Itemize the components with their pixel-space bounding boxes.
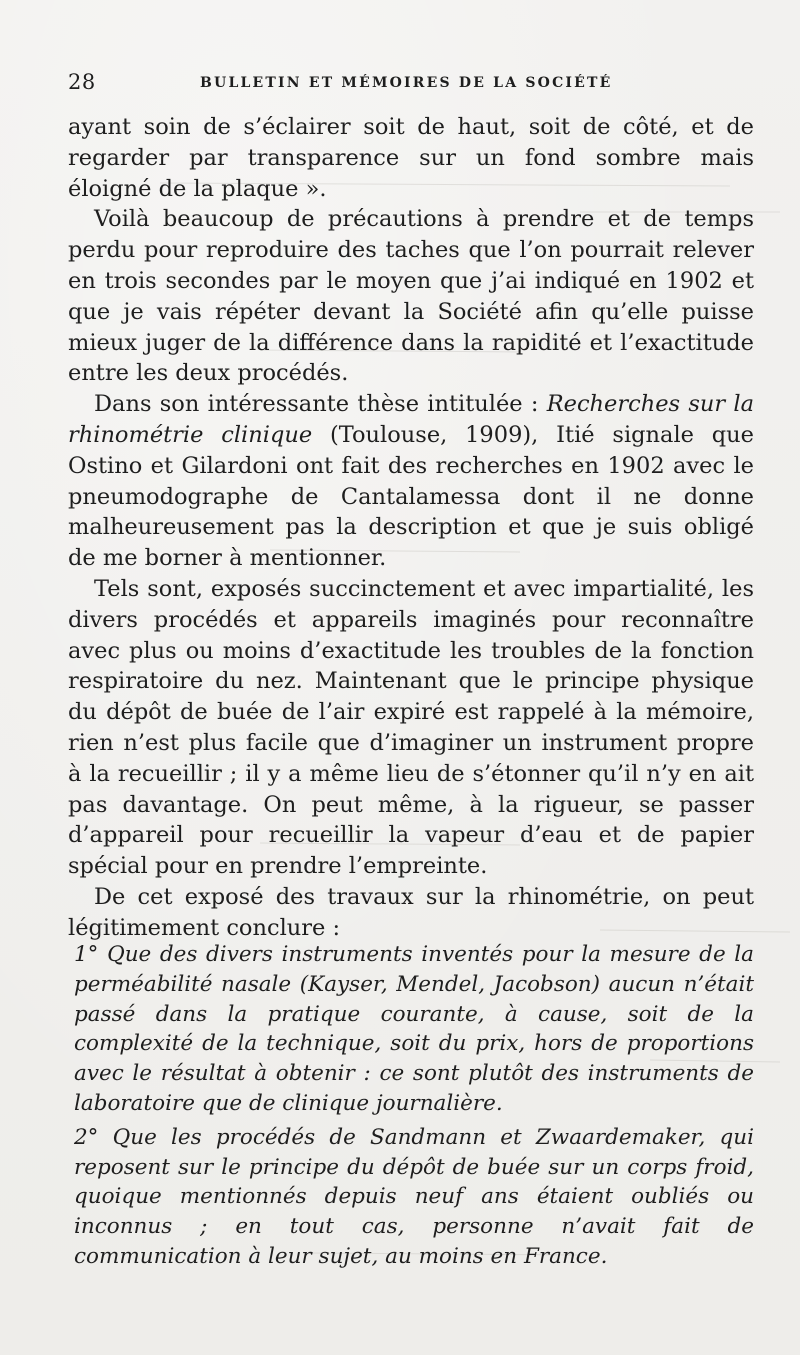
page-number: 28: [68, 70, 96, 94]
paragraph: ayant soin de s’éclairer soit de haut, soit de côté, et de regarder par transparence sur un fond sombre mais éloigné de la plaque ».: [68, 114, 754, 202]
conclusions: [74, 940, 754, 1276]
running-header: [68, 70, 738, 100]
main-text: [68, 112, 754, 944]
conclusion-item: 1° Que des divers instruments inventés pour la mesure de la perméabilité nasale (Kayser, Mendel, Jacobson) aucun n’était passé dans la pratique courante, à cause, soit de la complexité de la technique, soit du prix, hors de proportions avec le résultat à obtenir : ce sont plutôt des instruments de laboratoire que de clinique journalière.: [74, 942, 754, 1116]
conclusion-item: 2° Que les procédés de Sandmann et Zwaardemaker, qui reposent sur le principe du dépôt de buée sur un corps froid, quoique mentionnés depuis neuf ans étaient oubliés ou inconnus ; en tout cas, personne n’avait fait de communication à leur sujet, au moins en France.: [74, 1124, 754, 1269]
running-title: BULLETIN ET MÉMOIRES DE LA SOCIÉTÉ: [200, 75, 613, 91]
text-run: Dans son intéressante thèse intitulée :: [94, 391, 547, 418]
paragraph: Tels sont, exposés succinctement et avec impartialité, les divers procédés et appareils imaginés pour reconnaître avec plus ou moins d’exactitude les troubles de la fonction respiratoire du nez. Maintenant que le principe physique du dépôt de buée de l’air expiré est rappelé à la mémoire, rien n’est plus facile que d’imaginer un instrument propre à la recueillir ; il y a même lieu de s’étonner qu’il n’y en ait pas davantage. On peut même, à la rigueur, se passer d’appareil pour recueillir la vapeur d’eau et de papier spécial pour en prendre l’empreinte.: [68, 575, 754, 880]
text-run: (Toulouse, 1909), Itié signale que Ostino et Gilardoni ont fait des recherches en 1902 avec le pneumodographe de Cantalamessa dont il ne donne malheureusement pas la description et que je suis obligé de me borner à mentionner.: [68, 421, 754, 572]
paragraph: De cet exposé des travaux sur la rhinométrie, on peut légitimement conclure :: [68, 883, 754, 941]
thesis-title: Recherches sur la rhinométrie clinique: [68, 391, 754, 448]
paragraph: [68, 389, 754, 574]
paragraph: Voilà beaucoup de précautions à prendre et de temps perdu pour reproduire des taches que l’on pourrait relever en trois secondes par le moyen que j’ai indiqué en 1902 et que je vais répéter devant la Société afin qu’elle puisse mieux juger de la différence dans la rapidité et l’exactitude entre les deux procédés.: [68, 206, 754, 387]
